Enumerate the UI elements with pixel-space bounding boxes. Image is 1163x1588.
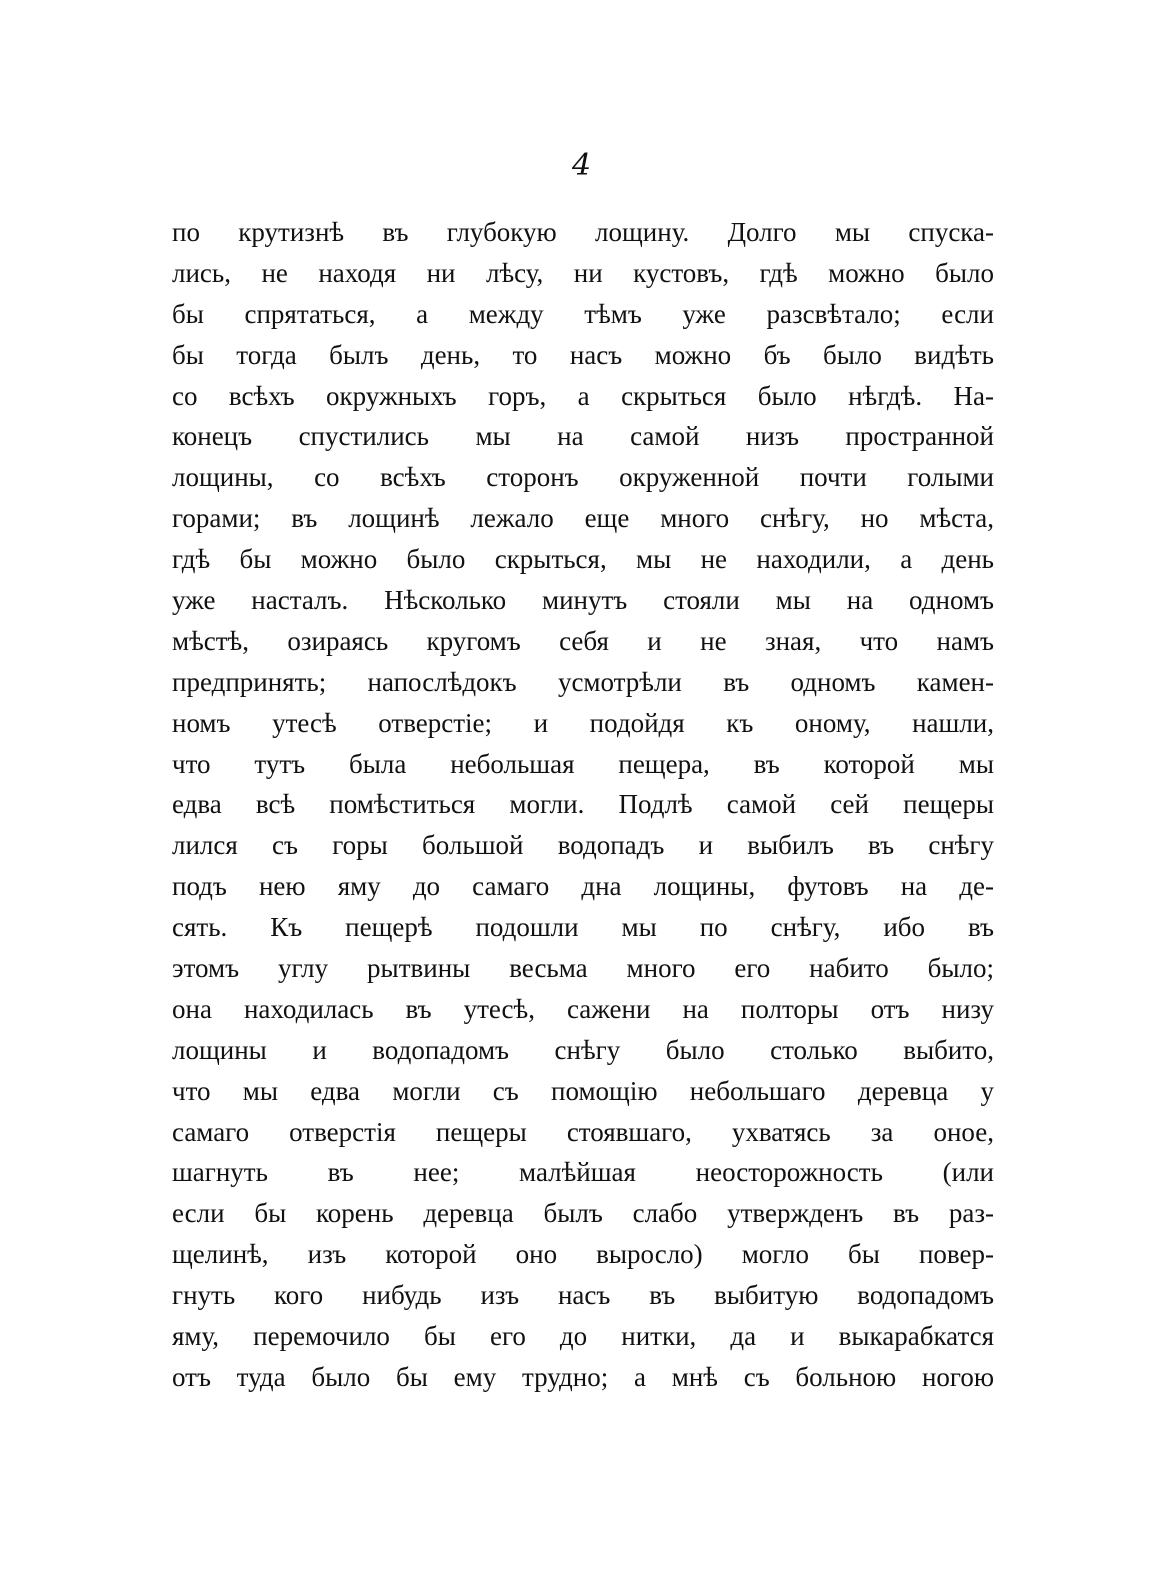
text-line: со всѣхъ окружныхъ горъ, а скрыться было нѣгдѣ. На-: [172, 380, 994, 411]
body-text: [172, 212, 994, 1398]
text-line: лощины, со всѣхъ сторонъ окруженной почти голыми: [172, 462, 994, 493]
text-line: предпринять; напослѣдокъ усмотрѣли въ одномъ камен-: [172, 666, 994, 697]
text-line: бы спрятаться, а между тѣмъ уже разсвѣтало; если: [172, 298, 994, 329]
text-line: лился съ горы большой водопадъ и выбилъ въ снѣгу: [172, 830, 994, 861]
page-number: 4: [571, 148, 592, 183]
text-line: если бы корень деревца былъ слабо утвержденъ въ раз-: [172, 1198, 994, 1229]
text-line: горами; въ лощинѣ лежало еще много снѣгу, но мѣста,: [172, 503, 994, 534]
text-line: по крутизнѣ въ глубокую лощину. Долго мы спуска-: [172, 217, 994, 247]
text-line: самаго отверстія пещеры стоявшаго, ухватясь за оное,: [172, 1116, 994, 1147]
text-line: гдѣ бы можно было скрыться, мы не находили, а день: [172, 544, 994, 575]
text-line: этомъ углу рытвины весьма много его набито было;: [172, 953, 994, 984]
text-line: подъ нею яму до самаго дна лощины, футовъ на де-: [172, 871, 994, 902]
text-line: бы тогда былъ день, то насъ можно бъ было видѣть: [172, 339, 994, 370]
text-line: щелинѣ, изъ которой оно выросло) могло бы повер-: [172, 1239, 994, 1270]
text-line: лощины и водопадомъ снѣгу было столько выбито,: [172, 1034, 994, 1065]
text-line: что мы едва могли съ помощію небольшаго деревца у: [172, 1075, 994, 1106]
text-line: шагнуть въ нее; малѣйшая неосторожность (или: [172, 1157, 994, 1188]
text-line: лись, не находя ни лѣсу, ни кустовъ, гдѣ можно было: [172, 257, 994, 288]
text-line: отъ туда было бы ему трудно; а мнѣ съ больною ногою: [172, 1361, 994, 1392]
text-line: что тутъ была небольшая пещера, въ которой мы: [172, 748, 994, 779]
text-line: яму, перемочило бы его до нитки, да и выкарабкатся: [172, 1321, 994, 1352]
text-line: уже насталъ. Нѣсколько минутъ стояли мы на одномъ: [172, 585, 994, 616]
text-line: сять. Къ пещерѣ подошли мы по снѣгу, ибо въ: [172, 912, 994, 943]
text-line: гнуть кого нибудь изъ насъ въ выбитую водопадомъ: [172, 1280, 994, 1311]
text-line: конецъ спустились мы на самой низъ пространной: [172, 421, 994, 452]
text-line: номъ утесѣ отверстіе; и подойдя къ оному, нашли,: [172, 707, 994, 738]
text-line: едва всѣ помѣститься могли. Подлѣ самой сей пещеры: [172, 789, 994, 820]
text-line: она находилась въ утесѣ, сажени на полторы отъ низу: [172, 993, 994, 1024]
text-line: мѣстѣ, озираясь кругомъ себя и не зная, что намъ: [172, 625, 994, 656]
